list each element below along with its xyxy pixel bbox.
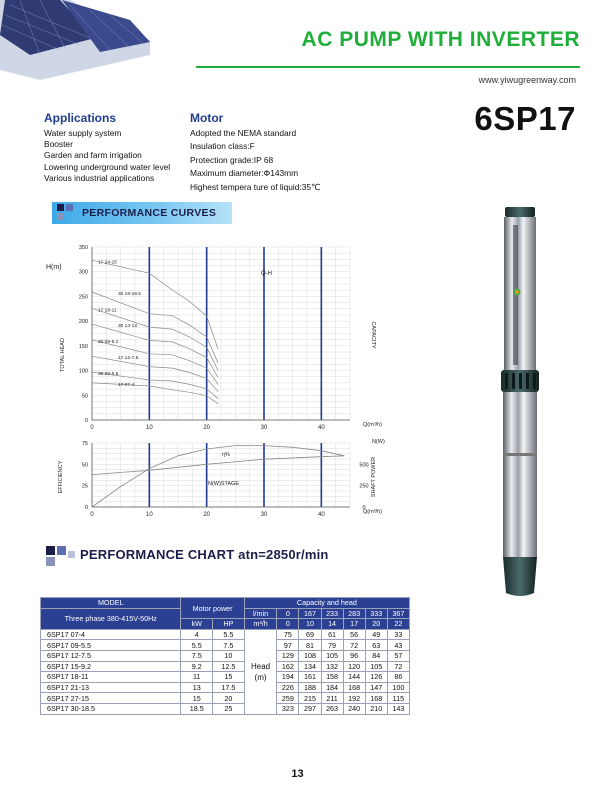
table-cell: 86 xyxy=(387,672,409,683)
table-cell: 167 xyxy=(299,608,321,619)
table-cell: 184 xyxy=(321,682,343,693)
y-tick-label: 50 xyxy=(81,462,88,469)
page-number: 13 xyxy=(291,768,304,780)
table-row xyxy=(41,661,410,672)
y-tick-label: 150 xyxy=(78,343,88,350)
table-cell: 17 xyxy=(343,619,365,630)
y-axis-unit: H(m) xyxy=(46,264,62,271)
chart-square-icon xyxy=(68,551,75,558)
solar-panel-image xyxy=(0,0,150,80)
table-cell: 22 xyxy=(387,619,409,630)
list-item: Highest tempera ture of liquid:35℃ xyxy=(190,181,321,192)
table-header-capacity: Capacity and head xyxy=(244,598,409,609)
table-cell: 226 xyxy=(277,682,299,693)
table-cell: 168 xyxy=(365,693,387,704)
list-item: Adopted the NEMA standard xyxy=(190,128,297,138)
table-cell: 126 xyxy=(365,672,387,683)
efficiency-curve xyxy=(92,446,344,507)
y-tick-label: 200 xyxy=(78,319,88,326)
series-label: 30 09-5.5 xyxy=(98,372,119,378)
table-cell: 96 xyxy=(343,650,365,661)
table-cell: 49 xyxy=(365,629,387,640)
right-tick-label: 0 xyxy=(362,505,366,511)
table-header-kw: kW xyxy=(181,619,213,630)
power-label: N(W)STAGE xyxy=(208,481,240,487)
table-cell: 323 xyxy=(277,703,299,714)
table-cell: 69 xyxy=(299,629,321,640)
table-cell: 75 xyxy=(277,629,299,640)
table-cell: 10 xyxy=(213,650,245,661)
table-header-phase: Three phase 380-415V-50Hz xyxy=(41,608,181,629)
table-header-lmin: l/min xyxy=(244,608,277,619)
list-item: Booster xyxy=(44,139,73,150)
list-item: Garden and farm irrigation xyxy=(44,150,142,161)
table-cell: 158 xyxy=(321,672,343,683)
table-cell: 9.2 xyxy=(181,661,213,672)
y-tick-label: 350 xyxy=(78,245,88,251)
table-cell: 63 xyxy=(365,640,387,651)
head-label: Head xyxy=(250,661,271,671)
table-cell: 6SP17 09-5.5 xyxy=(41,640,181,651)
table-cell: 61 xyxy=(321,629,343,640)
table-cell: 79 xyxy=(321,640,343,651)
x-tick-label: 20 xyxy=(203,512,211,518)
table-cell: 7.5 xyxy=(213,640,245,651)
table-cell: 5.5 xyxy=(213,629,245,640)
table-cell: 84 xyxy=(365,650,387,661)
y-tick-label: 50 xyxy=(81,393,88,400)
y-tick-label: 75 xyxy=(81,441,88,447)
table-cell: 120 xyxy=(343,661,365,672)
table-cell: 297 xyxy=(299,703,321,714)
table-cell: 333 xyxy=(365,608,387,619)
table-header-hp: HP xyxy=(213,619,245,630)
table-cell: 6SP17 21-13 xyxy=(41,682,181,693)
banner-square-icon xyxy=(57,213,64,220)
table-cell: 6SP17 07-4 xyxy=(41,629,181,640)
table-cell: 4 xyxy=(181,629,213,640)
table-cell: 18.5 xyxy=(181,703,213,714)
table-cell: 25 xyxy=(213,703,245,714)
efficiency-chart-grid xyxy=(92,443,350,507)
table-cell: 97 xyxy=(277,640,299,651)
table-cell: 240 xyxy=(343,703,365,714)
table-row xyxy=(41,640,410,651)
applications-heading: Applications xyxy=(44,111,117,125)
banner-square-icon xyxy=(66,204,73,211)
list-item: Maximum diameter:Φ143mm xyxy=(190,168,299,179)
table-cell: 192 xyxy=(343,693,365,704)
applications-list xyxy=(44,128,170,184)
table-row xyxy=(41,693,410,704)
y-axis-label: TOTAL HEAD xyxy=(60,338,66,372)
right-tick-label: 250 xyxy=(359,483,369,490)
series-label: 17 18-11 xyxy=(98,308,117,314)
x-tick-label: 30 xyxy=(260,512,268,518)
x-axis-label: Q(m³/h) xyxy=(363,509,382,515)
table-cell: 100 xyxy=(387,682,409,693)
model-name: 6SP17 xyxy=(474,100,576,137)
table-cell: 161 xyxy=(299,672,321,683)
table-cell: 108 xyxy=(299,650,321,661)
series-label: 30 09-9.2 xyxy=(98,339,119,345)
table-row xyxy=(41,703,410,714)
x-tick-label: 10 xyxy=(145,425,153,431)
x-tick-label: 20 xyxy=(203,425,211,431)
table-cell: 105 xyxy=(365,661,387,672)
banner-square-icon xyxy=(57,204,64,211)
table-cell: 233 xyxy=(321,608,343,619)
table-cell: 6SP17 30-18.5 xyxy=(41,703,181,714)
table-cell: 14 xyxy=(321,619,343,630)
table-cell: 263 xyxy=(321,703,343,714)
motor-list xyxy=(190,127,320,194)
table-cell: 168 xyxy=(343,682,365,693)
table-cell: 56 xyxy=(343,629,365,640)
curve-label: Q-H xyxy=(261,271,272,277)
power-curve xyxy=(92,456,344,475)
table-cell: 11 xyxy=(181,672,213,683)
table-cell: 162 xyxy=(277,661,299,672)
right-axis-label: CAPACITY xyxy=(370,321,376,349)
table-cell: 33 xyxy=(387,629,409,640)
head-chart-grid xyxy=(92,247,350,420)
table-cell: 6SP17 27-15 xyxy=(41,693,181,704)
table-cell: 5.5 xyxy=(181,640,213,651)
table-header-model: MODEL xyxy=(41,598,181,609)
y-axis-label: EFFICIENCY xyxy=(58,460,64,494)
y-tick-label: 0 xyxy=(84,418,88,424)
efficiency-label: η% xyxy=(222,452,230,458)
head-unit: (m) xyxy=(254,672,267,682)
table-cell: 210 xyxy=(365,703,387,714)
table-cell: 13 xyxy=(181,682,213,693)
performance-curves-chart xyxy=(0,235,420,525)
chart-square-icon xyxy=(46,557,55,566)
performance-curves-title: PERFORMANCE CURVES xyxy=(82,207,217,219)
x-tick-label: 0 xyxy=(90,425,94,431)
head-curve xyxy=(92,340,218,385)
table-cell: 211 xyxy=(321,693,343,704)
table-cell: 215 xyxy=(299,693,321,704)
chart-square-icon xyxy=(57,546,66,555)
table-cell: 17.5 xyxy=(213,682,245,693)
table-cell: 7.5 xyxy=(181,650,213,661)
table-cell: 72 xyxy=(343,640,365,651)
efficiency-curves xyxy=(92,446,344,507)
table-cell: 15 xyxy=(181,693,213,704)
head-curves xyxy=(92,259,218,403)
x-tick-label: 10 xyxy=(145,512,153,518)
head-curve xyxy=(92,383,218,404)
table-cell: 367 xyxy=(387,608,409,619)
series-label: 17 12-7.5 xyxy=(118,356,139,362)
table-cell: 129 xyxy=(277,650,299,661)
list-item: Lowering underground water level xyxy=(44,161,171,172)
page-title: AC PUMP WITH INVERTER xyxy=(301,28,580,51)
table-cell: 132 xyxy=(321,661,343,672)
table-row xyxy=(41,672,410,683)
head-curve xyxy=(92,260,218,349)
x-tick-label: 40 xyxy=(317,512,325,518)
table-cell: 72 xyxy=(387,661,409,672)
x-axis-label: Q(m³/h) xyxy=(363,422,382,428)
table-cell: 12.5 xyxy=(213,661,245,672)
right-tick-label: 500 xyxy=(359,462,369,469)
list-item: Insulation class:F xyxy=(190,141,255,152)
table-cell: 115 xyxy=(387,693,409,704)
table-cell: 20 xyxy=(365,619,387,630)
table-cell: 105 xyxy=(321,650,343,661)
table-cell: 143 xyxy=(387,703,409,714)
chart-square-icon xyxy=(46,546,55,555)
website-url[interactable]: www.yiwugreenway.com xyxy=(478,75,576,85)
chart-labels xyxy=(46,245,385,518)
right-axis-label: SHAFT POWER xyxy=(371,456,377,498)
table-cell: 6SP17 18-11 xyxy=(41,672,181,683)
y-tick-label: 25 xyxy=(81,483,88,490)
y-tick-label: 250 xyxy=(78,294,88,301)
y-tick-label: 100 xyxy=(78,368,88,375)
table-cell: 188 xyxy=(299,682,321,693)
table-cell: 144 xyxy=(343,672,365,683)
table-cell: 259 xyxy=(277,693,299,704)
table-cell: 81 xyxy=(299,640,321,651)
series-label: 30 18-18.5 xyxy=(118,291,141,297)
table-cell: 147 xyxy=(365,682,387,693)
table-cell: 134 xyxy=(299,661,321,672)
table-cell: 10 xyxy=(299,619,321,630)
table-cell: 43 xyxy=(387,640,409,651)
table-cell: 6SP17 15-9.2 xyxy=(41,661,181,672)
table-cell: 194 xyxy=(277,672,299,683)
list-item: Protection grade:IP 68 xyxy=(190,154,274,165)
motor-heading: Motor xyxy=(190,111,224,125)
table-cell: 0 xyxy=(277,608,299,619)
table-cell: 6SP17 12-7.5 xyxy=(41,650,181,661)
performance-chart-title: PERFORMANCE CHART atn=2850r/min xyxy=(80,547,329,562)
table-header-m3h: m³/h xyxy=(244,619,277,630)
x-tick-label: 40 xyxy=(317,425,325,431)
table-cell: 15 xyxy=(213,672,245,683)
series-label: 17 24-15 xyxy=(98,260,117,266)
right-axis-unit: N(W) xyxy=(372,439,385,445)
pump-image xyxy=(487,205,557,600)
series-label: 17 07-4 xyxy=(118,382,135,388)
y-tick-label: 0 xyxy=(84,505,88,511)
table-row xyxy=(41,682,410,693)
list-item: Water supply system xyxy=(44,128,122,138)
table-cell: 20 xyxy=(213,693,245,704)
x-tick-label: 30 xyxy=(260,425,268,431)
list-item: Various industrial applications xyxy=(44,172,155,183)
x-tick-label: 0 xyxy=(90,512,94,518)
table-cell: 57 xyxy=(387,650,409,661)
table-row xyxy=(41,629,410,640)
head-unit-label xyxy=(244,629,277,714)
table-cell: 0 xyxy=(277,619,299,630)
table-body xyxy=(41,629,410,714)
table-header-motor: Motor power xyxy=(181,598,244,619)
table-cell: 283 xyxy=(343,608,365,619)
series-label: 30 14-13 xyxy=(118,324,137,330)
y-tick-label: 300 xyxy=(78,269,88,276)
performance-table xyxy=(40,597,410,715)
table-row xyxy=(41,650,410,661)
title-divider xyxy=(196,66,580,68)
